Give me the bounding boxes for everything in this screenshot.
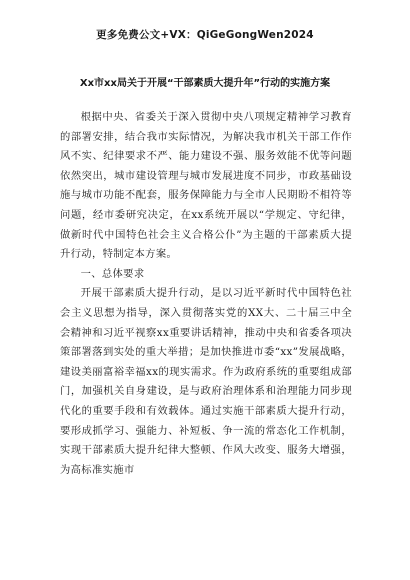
section-heading: 一、总体要求: [80, 267, 145, 280]
document-body: [60, 108, 352, 480]
header-banner: 更多免费公文+VX：QiGeGongWen2024: [96, 29, 314, 41]
document-title: Xx市xx局关于开展“干部素质大提升年”行动的实施方案: [79, 78, 331, 89]
section-paragraph: 开展干部素质大提升行动，是以习近平新时代中国特色社会主义思想为指导，深入贯彻落实党的XX大、二十届三中全会精神和习近平视察xx重要讲话精神，推动中央和省委各项决策部署落到实处的重大举措；是加快推进市委“xx”发展战略，建设美丽富裕幸福xx的现实需求。作为政府系统的重要组成部门，加强机关自身建设，是与政府治理体系和治理能力同步现代化的重要手段和有效载体。通过实施干部素质大提升行动，要形成抓学习、强能力、补短板、争一流的常态化工作机制，实现干部素质大提升纪律大整顿、作风大改变、服务大增强，为高标准实施市: [60, 287, 352, 476]
intro-paragraph: 根据中央、省委关于深入贯彻中央八项规定精神学习教育的部署安排，结合我市实际情况，为解决我市机关干部工作作风不实、纪律要求不严、能力建设不强、服务效能不优等问题依然突出，城市建设管理与城市发展进度不同步，市政基础设施与城市功能不配套，服务保障能力与全市人民期盼不相符等问题，经市委研究决定，在xx系统开展以“学规定、守纪律，做新时代中国特色社会主义合格公仆”为主题的干部素质大提升行动，特制定本方案。: [60, 111, 352, 261]
